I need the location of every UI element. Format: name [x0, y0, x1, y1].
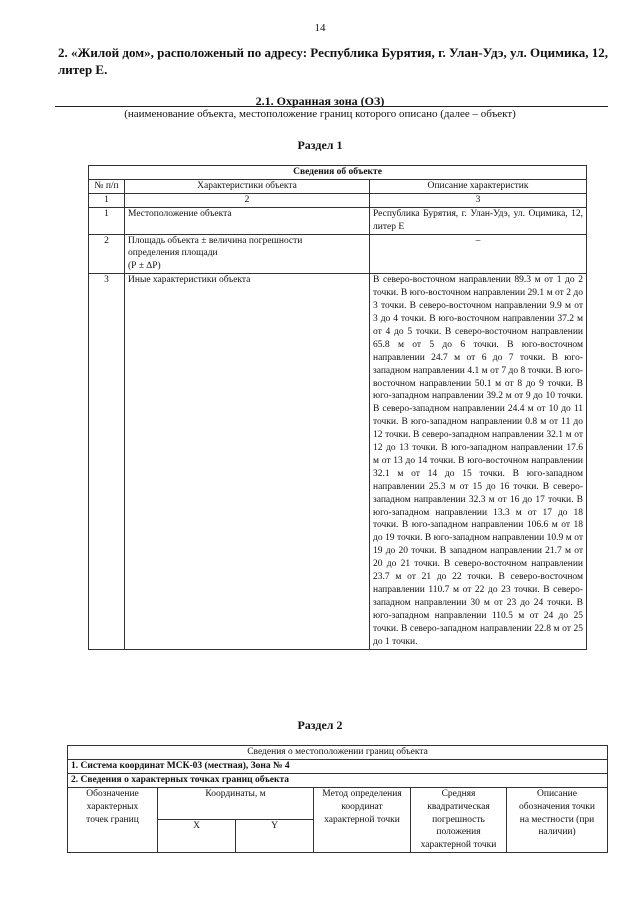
header-coordinates: Координаты, м	[158, 787, 314, 820]
row-num: 1	[89, 207, 125, 234]
header-description: Описание характеристик	[370, 179, 587, 193]
row-num: 2	[89, 234, 125, 274]
header-characteristics: Характеристики объекта	[125, 179, 370, 193]
table-row	[89, 207, 587, 234]
row-num: 3	[89, 274, 125, 649]
column-number-row	[89, 193, 587, 207]
row-name	[125, 234, 370, 274]
header-mean-error: Средняя квадратическая погрешность положения характерной точки	[411, 787, 507, 853]
header-x: X	[158, 820, 236, 853]
coordinate-system-row: 1. Система координат МСК-03 (местная), Зона № 4	[68, 759, 608, 773]
row-value: Республика Бурятия, г. Улан-Удэ, ул. Оцимика, 12, литер Е	[370, 207, 587, 234]
boundary-points-row: 2. Сведения о характерных точках границ объекта	[68, 773, 608, 787]
table-header-row	[68, 787, 608, 820]
page-number: 14	[314, 22, 326, 34]
row-name-line: Площадь объекта ± величина погрешности	[128, 235, 303, 246]
zone-underline	[55, 106, 608, 107]
header-method: Метод определения координат характерной точки	[314, 787, 411, 853]
table-header-row	[89, 179, 587, 193]
col-number: 2	[125, 193, 370, 207]
boundary-table-title: Сведения о местоположении границ объекта	[68, 746, 608, 760]
header-num: № п/п	[89, 179, 125, 193]
section1-title: Раздел 1	[297, 138, 343, 152]
zone-subtitle: (наименование объекта, местоположение границ которого описано (далее – объект)	[124, 108, 516, 120]
row-name-line: определения площади	[128, 248, 218, 259]
boundary-location-table	[67, 745, 608, 853]
object-info-table	[88, 165, 587, 650]
col-number: 1	[89, 193, 125, 207]
section2-title: Раздел 2	[297, 718, 343, 732]
row-value: –	[370, 234, 587, 274]
row-name: Иные характеристики объекта	[125, 274, 370, 649]
header-point-description: Описание обозначения точки на местности (при наличии)	[507, 787, 608, 853]
table-row	[89, 274, 587, 649]
object-info-table-title: Сведения об объекте	[89, 166, 587, 180]
zone-title: 2.1. Охранная зона (ОЗ)	[255, 94, 385, 108]
col-number: 3	[370, 193, 587, 207]
header-point-designation: Обозначение характерных точек границ	[68, 787, 158, 853]
row-name: Местоположение объекта	[125, 207, 370, 234]
row-name-line: (Р ± ∆Р)	[128, 261, 161, 272]
row-value-boundary-description: В северо-восточном направлении 89.3 м от 1 до 2 точки. В юго-восточном направлении 29.1 м от 2 до 3 точки. В северо-восточном направлении 9.9 м от 3 до 4 точки. В юго-восточном направлении 37.2 м от 4 до 5 точки. В северо-восточном направлении 65.8 м от 5 до 6 точки. В юго-восточном направлении 24.7 м от 6 до 7 точки. В юго-западном направлении 4.1 м от 7 до 8 точки. В юго-восточном направлении 50.1 м от 8 до 9 точки. В юго-западном направлении 39.2 м от 9 до 10 точки. В северо-западном направлении 24.4 м от 10 до 11 точки. В юго-западном направлении 0.8 м от 11 до 12 точки. В северо-западном направлении 32.1 м от 12 до 13 точки. В юго-западном направлении 17.6 м от 13 до 14 точки. В юго-восточном направлении 32.1 м от 14 до 15 точки. В юго-западном направлении 25.3 м от 15 до 16 точки. В северо-западном направлении 32.3 м от 16 до 17 точки. В юго-западном направлении 13.3 м от 17 до 18 точки. В юго-западном направлении 106.6 м от 18 до 19 точки. В юго-западном направлении 10.9 м от 19 до 20 точки. В западном направлении 21.7 м от 20 до 21 точки. В северо-восточном направлении 23.7 м от 21 до 22 точки. В северо-восточном направлении 110.7 м от 22 до 23 точки. В северо-западном направлении 30 м от 23 до 24 точки. В юго-западном направлении 110.5 м от 24 до 25 точки. В северо-западном направлении 22.8 м от 25 до 1 точки.	[370, 274, 587, 649]
object-title: 2. «Жилой дом», расположеный по адресу: Республика Бурятия, г. Улан-Удэ, ул. Оцимика, 12, литер Е.	[58, 45, 608, 77]
header-y: Y	[236, 820, 314, 853]
table-row	[89, 234, 587, 274]
